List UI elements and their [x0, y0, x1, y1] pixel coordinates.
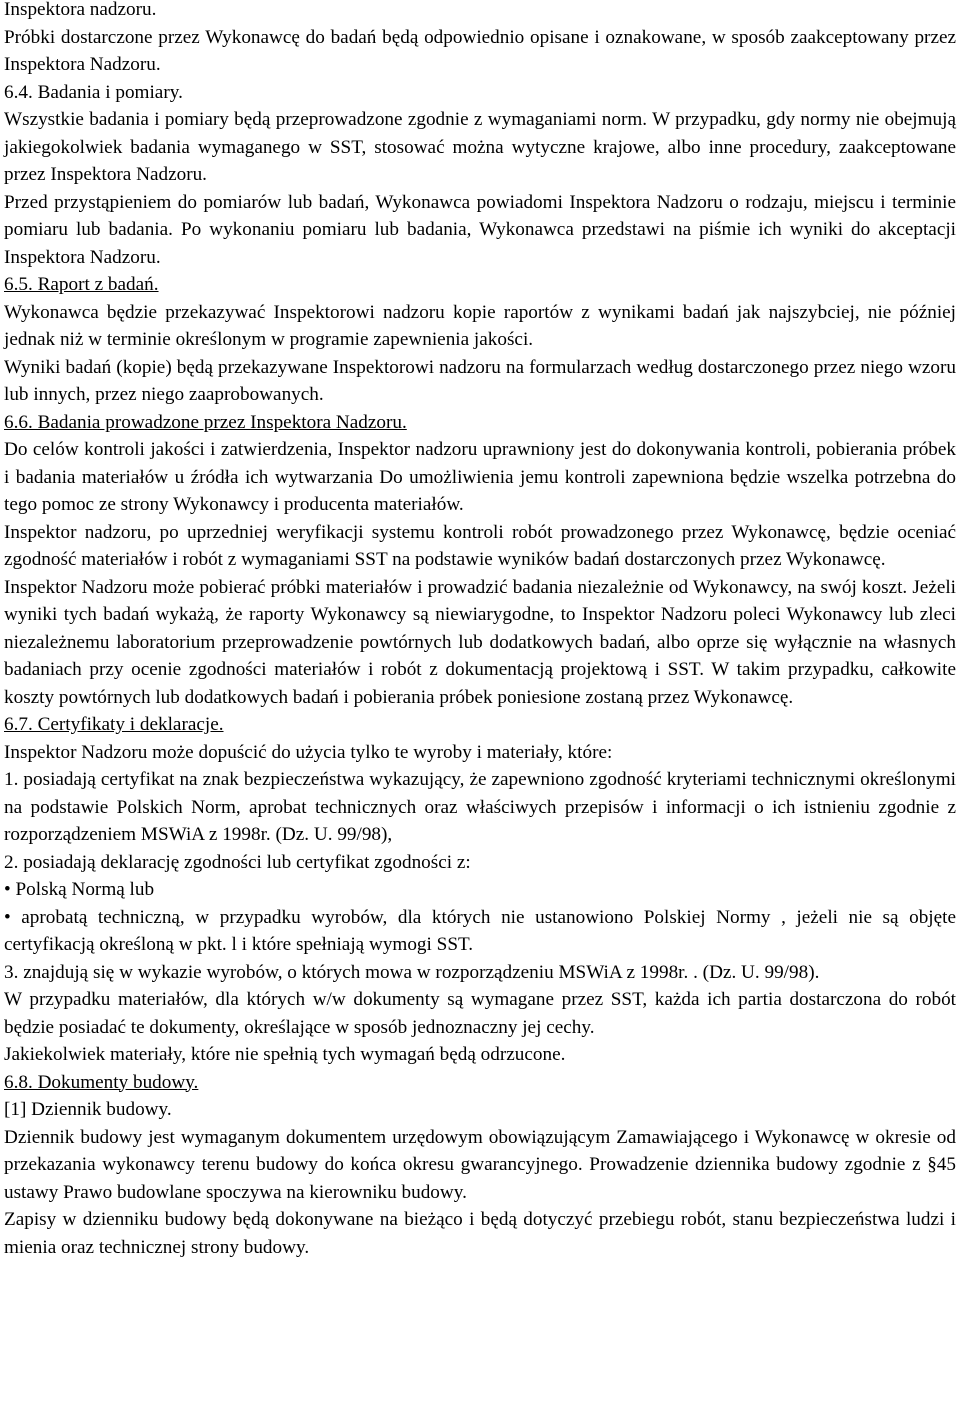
paragraph-inspector-own-tests: Inspektor Nadzoru może pobierać próbki materiałów i prowadzić badania niezależnie od Wykonawcy, na swój koszt. Jeżeli wyniki tych badań wykażą, że raporty Wykonawcy są niewiarygodne, to Inspektor Nadzoru poleci Wykonawcy lub zleci niezależnemu laboratorium przeprowadzenie powtórnych lub dodatkowych badań, albo oprze się wyłącznie na własnych badaniach przy ocenie zgodności materiałów i robót z dokumentacją projektową i SST. W takim przypadku, całkowite koszty powtórnych lub dodatkowych badań i pobierania próbek poniesione zostaną przez Wykonawcę.: [4, 576, 956, 708]
list-item-3: 3. znajdują się w wykazie wyrobów, o których mowa w rozporządzeniu MSWiA z 1998r. . (Dz. U. 99/98).: [4, 961, 820, 983]
bullet-item-polish-norm: • Polską Normą lub: [4, 879, 155, 900]
section-heading-6-8: 6.8. Dokumenty budowy.: [4, 1071, 199, 1093]
list-item-1: 1. posiadają certyfikat na znak bezpieczeństwa wykazujący, że zapewniono zgodność kryteriami technicznymi określonymi na podstawie Polskich Norm, aprobat technicznych oraz właściwych przepisów i informacji o ich istnieniu zgodnie z rozporządzeniem MSWiA z 1998r. (Dz. U. 99/98),: [4, 769, 956, 845]
paragraph-tests-notify: Przed przystąpieniem do pomiarów lub badań, Wykonawca powiadomi Inspektora Nadzoru o rodzaju, miejscu i terminie pomiaru lub badania. Po wykonaniu pomiaru lub badania, Wykonawca przedstawi na piśmie ich wyniki do akceptacji Inspektora Nadzoru.: [4, 191, 956, 268]
bullet-item-technical-approval: • aprobatą techniczną, w przypadku wyrobów, dla których nie ustanowiono Polskiej Normy , jeżeli nie są objęte certyfikacją określoną w pkt. l i które spełniają wymogi SST.: [4, 906, 956, 955]
paragraph-inspector-control: Do celów kontroli jakości i zatwierdzenia, Inspektor nadzoru uprawniony jest do dokonywania kontroli, pobierania próbek i badania materiałów u źródła ich wytwarzania Do umożliwienia jemu kontroli zapewniona będzie wszelka potrzebna do tego pomoc ze strony Wykonawcy i producenta materiałów.: [4, 439, 956, 515]
paragraph-samples: Próbki dostarczone przez Wykonawcę do badań będą odpowiednio opisane i oznakowane, w sposób zaakceptowany przez Inspektora Nadzoru.: [4, 26, 956, 75]
paragraph-allowed-materials: Inspektor Nadzoru może dopuścić do użycia tylko te wyroby i materiały, które:: [4, 741, 613, 763]
text-line: Inspektora nadzoru.: [4, 0, 157, 20]
section-heading-6-5: 6.5. Raport z badań.: [4, 274, 159, 295]
paragraph-tests-norms: Wszystkie badania i pomiary będą przeprowadzone zgodnie z wymaganiami norm. W przypadku, gdy normy nie obejmują jakiegokolwiek badania wymaganego w SST, stosować można wytyczne krajowe, albo inne procedury, zaakceptowane przez Inspektora Nadzoru.: [4, 109, 956, 185]
clipped-top-line: [4, 0, 956, 24]
paragraph-inspector-verify: Inspektor nadzoru, po uprzedniej weryfikacji systemu kontroli robót prowadzonego przez Wykonawcę, będzie oceniać zgodność materiałów i robót z wymaganiami SST na podstawie wyników badań dostarczonych przez Wykonawcę.: [4, 521, 956, 570]
section-heading-6-7: 6.7. Certyfikaty i deklaracje.: [4, 714, 224, 735]
paragraph-diary-entries: Zapisy w dzienniku budowy będą dokonywane na bieżąco i będą dotyczyć przebiegu robót, stanu bezpieczeństwa ludzi i mienia oraz technicznej strony budowy.: [4, 1209, 956, 1258]
list-item-2: 2. posiadają deklarację zgodności lub certyfikat zgodności z:: [4, 851, 471, 873]
paragraph-reports: Wykonawca będzie przekazywać Inspektorowi nadzoru kopie raportów z wynikami badań jak najszybciej, nie później jednak niż w terminie określonym w programie zapewnienia jakości.: [4, 301, 956, 350]
section-heading-6-4: 6.4. Badania i pomiary.: [4, 81, 183, 103]
section-heading-6-6: 6.6. Badania prowadzone przez Inspektora Nadzoru.: [4, 411, 407, 433]
paragraph-rejected: Jakiekolwiek materiały, które nie spełnią tych wymagań będą odrzucone.: [4, 1044, 566, 1065]
paragraph-documents-batch: W przypadku materiałów, dla których w/w dokumenty są wymagane przez SST, każda ich partia dostarczona do robót będzie posiadać te dokumenty, określające w sposób jednoznaczny jej cechy.: [4, 989, 956, 1038]
paragraph-site-diary: Dziennik budowy jest wymaganym dokumentem urzędowym obowiązującym Zamawiającego i Wykonawcę w okresie od przekazania wykonawcy terenu budowy do końca okresu gwarancyjnego. Prowadzenie dziennika budowy zgodnie z §45 ustawy Prawo budowlane spoczywa na kierowniku budowy.: [4, 1126, 956, 1203]
subheading-site-diary: [1] Dziennik budowy.: [4, 1099, 172, 1120]
paragraph-results-forms: Wyniki badań (kopie) będą przekazywane Inspektorowi nadzoru na formularzach według dostarczonego przez niego wzoru lub innych, przez niego zaaprobowanych.: [4, 356, 956, 405]
